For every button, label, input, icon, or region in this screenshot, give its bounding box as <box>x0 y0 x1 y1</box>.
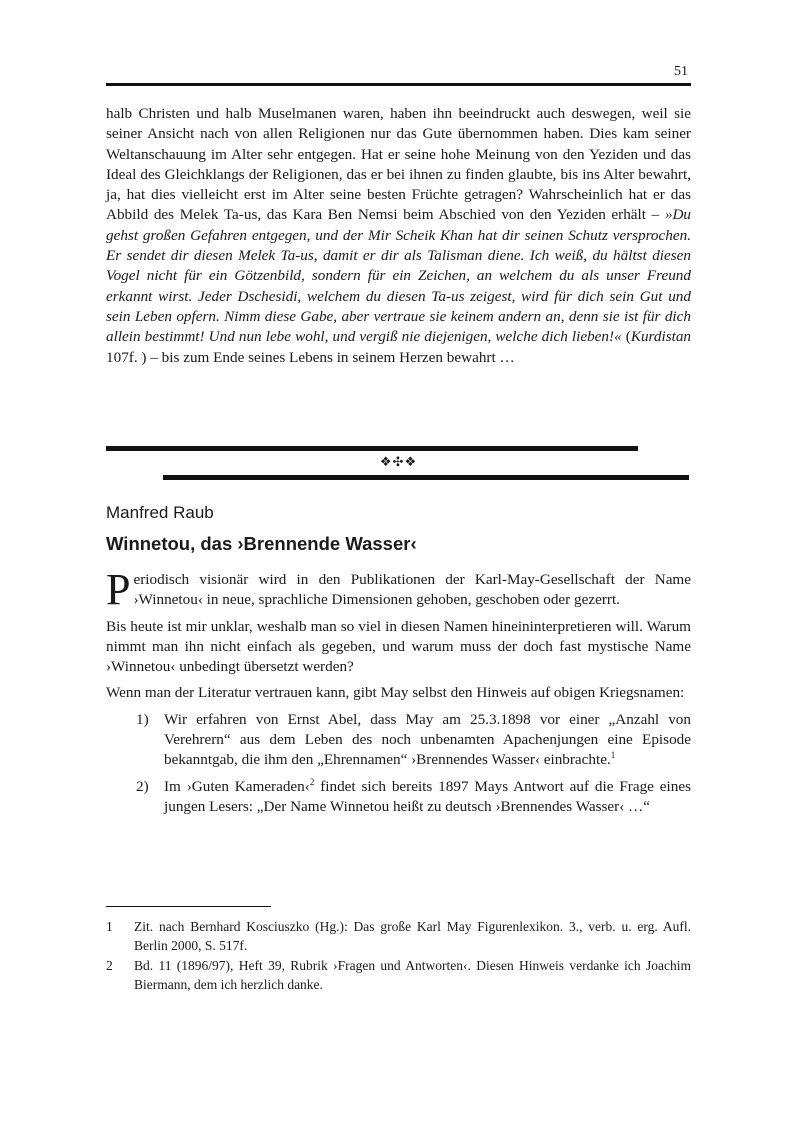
footnote-rule <box>106 906 271 907</box>
list-item <box>106 710 691 771</box>
article-body <box>106 565 691 823</box>
paragraph-1 <box>106 565 691 614</box>
article-title: Winnetou, das ›Brennende Wasser‹ <box>106 533 417 554</box>
list-item-number: 2) <box>136 777 149 795</box>
paragraph-1-text: eriodisch visionär wird in den Publikationen der Karl-May-Gesellschaft der Name ›Winnetou‹ in neue, sprachliche Dimensionen gehoben, geschoben oder gezerrt. <box>133 571 691 609</box>
list-item-text: Wir erfahren von Ernst Abel, dass May am 25.3.1898 vor einer „Anzahl von Verehrern“ aus dem Leben des noch unbenamten Apachenjungen eine Episode bekanntgab, die ihm den „Ehrennamen“ ›Brennendes Wasser‹ einbrachte. <box>164 710 691 769</box>
list-item-text: Im ›Guten Kameraden‹ <box>164 777 310 795</box>
footnote-number: 1 <box>106 919 113 934</box>
article-author: Manfred Raub <box>106 503 214 522</box>
drop-cap: P <box>106 565 131 614</box>
prev-quote: »Du gehst großen Gefahren entgegen, und der Mir Scheik Khan hat dir seinen Schutz versprochen. Er sendet dir diesen Melek Ta-us, damit er dir als Talisman diene. Ich weiß, du hältst diesen Vogel nicht für ein Götzenbild, sondern für ein Zeichen, an welchem du als unser Freund erkannt wirst. Jeder Dschesidi, welchem du diesen Ta-us zeigest, wird für dich sein Gut und sein Leben opfern. Nimm diese Gabe, aber vertraue sie keinem andern an, denn sie ist für dich allein bestimmt! Und nun lebe wohl, und vergiß nie diejenigen, welche dich lieben!« <box>106 206 691 346</box>
footnote-text: Zit. nach Bernhard Kosciuszko (Hg.): Das große Karl May Figurenlexikon. 3., verb. u. erg. Aufl. Berlin 2000, S. 517f. <box>134 919 691 953</box>
previous-article-text <box>106 104 691 368</box>
section-separator-rule-bottom <box>163 475 689 480</box>
numbered-list <box>106 710 691 817</box>
footnote <box>106 918 691 955</box>
footnote-ref-2[interactable]: 2 <box>309 776 315 787</box>
page-number: 51 <box>674 64 688 79</box>
footnote-text: Bd. 11 (1896/97), Heft 39, Rubrik ›Fragen und Antworten‹. Diesen Hinweis verdanke ich Joachim Biermann, dem ich herzlich danke. <box>134 958 691 992</box>
header-rule <box>106 83 691 86</box>
prev-source-title: Kurdistan <box>630 328 692 346</box>
footnote-number: 2 <box>106 958 113 973</box>
list-item-number: 1) <box>136 710 149 728</box>
footnote <box>106 957 691 994</box>
paragraph-2: Bis heute ist mir unklar, weshalb man so viel in diesen Namen hineininterpretieren will. Warum nimmt man ihn nicht einfach als gegeben, und warum muss der doch fast mystische Name ›Winnetou‹ unbedingt übersetzt werden? <box>106 617 691 676</box>
list-item <box>106 777 691 818</box>
section-separator-rule-top <box>106 446 638 451</box>
footnotes <box>106 918 691 996</box>
footnote-ref-1[interactable]: 1 <box>610 750 616 761</box>
prev-text-b: ( <box>621 328 631 346</box>
list-item-text-after: findet sich bereits 1897 Mays Antwort auf die Frage eines jungen Lesers: „Der Name Winnetou heißt zu deutsch ›Brennendes Wasser‹ …“ <box>164 777 691 815</box>
paragraph-3: Wenn man der Literatur vertrauen kann, gibt May selbst den Hinweis auf obigen Kriegsnamen: <box>106 684 685 702</box>
section-ornament: ❖✣❖ <box>379 455 418 470</box>
prev-text-c: 107f. ) – bis zum Ende seines Lebens in seinem Herzen bewahrt … <box>106 348 515 366</box>
prev-text-a: halb Christen und halb Muselmanen waren, haben ihn beeindruckt auch deswegen, weil sie seiner Ansicht nach von allen Religionen nur das Gute übernommen haben. Dies kam seiner Weltanschauung im Alter sehr entgegen. Hat er seine hohe Meinung von den Yeziden und das Ideal des Gleichklangs der Religionen, das er bei ihnen zu finden glaubte, bis ins Alter bewahrt, ja, hat dies vielleicht erst im Alter seine besten Früchte getragen? Wahrscheinlich hat er das Abbild des Melek Ta-us, das Kara Ben Nemsi beim Abschied von den Yeziden erhält – <box>106 105 691 224</box>
